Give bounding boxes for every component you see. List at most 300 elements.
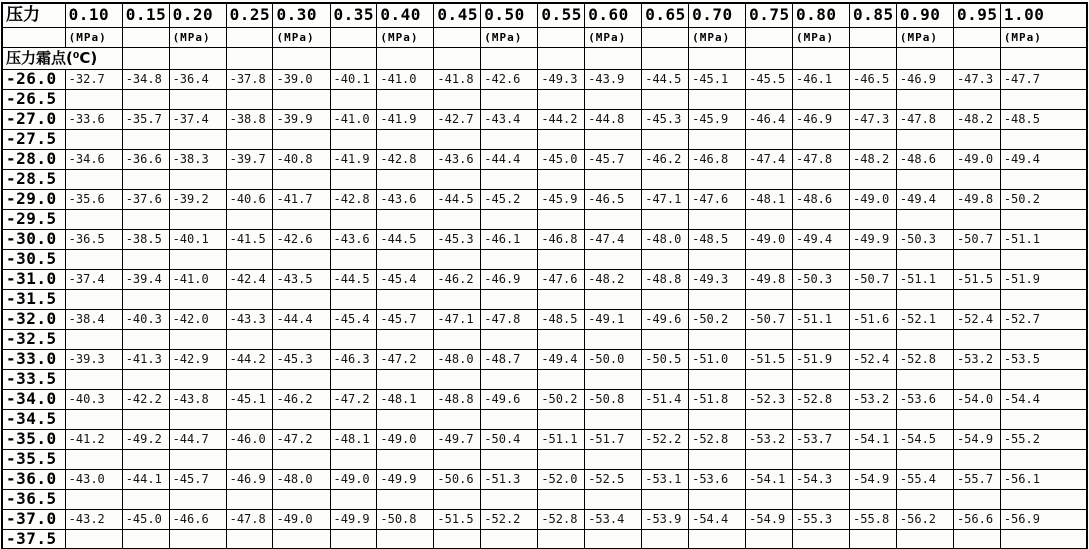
frostpoint-value-cell: -49.6 xyxy=(481,389,538,409)
frostpoint-value-cell: -46.1 xyxy=(793,69,850,89)
frostpoint-value-cell: -45.5 xyxy=(746,69,793,89)
empty-cell xyxy=(850,529,897,549)
empty-cell xyxy=(122,89,169,109)
empty-cell xyxy=(226,89,273,109)
frostpoint-value-cell: -52.8 xyxy=(793,389,850,409)
empty-cell xyxy=(273,209,330,229)
empty-cell xyxy=(793,449,850,469)
empty-cell xyxy=(642,449,689,469)
table-row xyxy=(2,109,1087,129)
empty-cell xyxy=(434,169,481,189)
empty-cell xyxy=(122,449,169,469)
pressure-col-header: 0.60 xyxy=(585,3,642,27)
empty-cell xyxy=(746,89,793,109)
frostpoint-value-cell: -51.1 xyxy=(896,269,953,289)
empty-cell xyxy=(273,329,330,349)
pressure-col-header: 0.35 xyxy=(330,3,377,27)
empty-cell xyxy=(896,129,953,149)
frostpoint-row-label: -37.0 xyxy=(2,509,65,529)
empty-cell xyxy=(642,489,689,509)
empty-cell xyxy=(1000,249,1087,269)
frostpoint-value-cell: -47.8 xyxy=(793,149,850,169)
frostpoint-value-cell: -42.4 xyxy=(226,269,273,289)
frostpoint-value-cell: -50.5 xyxy=(642,349,689,369)
empty-cell xyxy=(953,529,1000,549)
empty-cell xyxy=(481,249,538,269)
frostpoint-value-cell: -52.3 xyxy=(746,389,793,409)
frostpoint-value-cell: -44.2 xyxy=(538,109,585,129)
empty-cell xyxy=(226,489,273,509)
empty-cell xyxy=(273,47,330,69)
empty-cell xyxy=(65,329,122,349)
frostpoint-value-cell: -48.7 xyxy=(481,349,538,369)
frostpoint-value-cell: -45.0 xyxy=(122,509,169,529)
frostpoint-value-cell: -49.3 xyxy=(538,69,585,89)
empty-cell xyxy=(330,529,377,549)
frostpoint-value-cell: -45.9 xyxy=(689,109,746,129)
empty-cell xyxy=(746,489,793,509)
frostpoint-value-cell: -47.2 xyxy=(377,349,434,369)
empty-cell xyxy=(538,489,585,509)
empty-cell xyxy=(850,169,897,189)
frostpoint-value-cell: -53.9 xyxy=(642,509,689,529)
empty-cell xyxy=(896,209,953,229)
empty-cell xyxy=(642,369,689,389)
empty-cell xyxy=(689,449,746,469)
empty-cell xyxy=(689,289,746,309)
empty-cell xyxy=(953,47,1000,69)
empty-cell xyxy=(953,289,1000,309)
table-row xyxy=(2,429,1087,449)
unit-row xyxy=(2,27,1087,47)
frostpoint-value-cell: -46.9 xyxy=(793,109,850,129)
frostpoint-value-cell: -50.8 xyxy=(585,389,642,409)
empty-cell xyxy=(850,47,897,69)
empty-cell xyxy=(330,27,377,47)
frostpoint-value-cell: -41.5 xyxy=(226,229,273,249)
empty-cell xyxy=(377,449,434,469)
empty-cell xyxy=(746,27,793,47)
pressure-col-header: 0.40 xyxy=(377,3,434,27)
frostpoint-value-cell: -50.2 xyxy=(1000,189,1087,209)
empty-cell xyxy=(434,449,481,469)
corner-pressure-label: 压力 xyxy=(2,3,65,27)
empty-cell xyxy=(585,129,642,149)
frostpoint-value-cell: -49.7 xyxy=(434,429,481,449)
empty-cell xyxy=(65,449,122,469)
frostpoint-value-cell: -45.9 xyxy=(538,189,585,209)
unit-label-cell: (MPa) xyxy=(1000,27,1087,47)
pressure-col-header: 0.85 xyxy=(850,3,897,27)
frostpoint-value-cell: -54.9 xyxy=(953,429,1000,449)
frostpoint-value-cell: -44.5 xyxy=(642,69,689,89)
unit-label-cell: (MPa) xyxy=(689,27,746,47)
empty-cell xyxy=(434,47,481,69)
empty-cell xyxy=(226,289,273,309)
empty-cell xyxy=(226,369,273,389)
empty-cell xyxy=(896,489,953,509)
frostpoint-value-cell: -49.4 xyxy=(538,349,585,369)
pressure-col-header: 0.15 xyxy=(122,3,169,27)
empty-cell xyxy=(585,369,642,389)
empty-cell xyxy=(1000,409,1087,429)
empty-cell xyxy=(377,369,434,389)
empty-cell xyxy=(273,489,330,509)
frostpoint-row-label: -29.0 xyxy=(2,189,65,209)
empty-cell xyxy=(434,369,481,389)
empty-cell xyxy=(689,489,746,509)
empty-cell xyxy=(122,249,169,269)
empty-cell xyxy=(169,529,226,549)
frostpoint-row-label: -34.5 xyxy=(2,409,65,429)
empty-cell xyxy=(226,529,273,549)
frostpoint-value-cell: -50.7 xyxy=(953,229,1000,249)
empty-cell xyxy=(1000,129,1087,149)
table-row xyxy=(2,369,1087,389)
table-row xyxy=(2,209,1087,229)
empty-cell xyxy=(1000,289,1087,309)
frostpoint-value-cell: -45.3 xyxy=(642,109,689,129)
frostpoint-value-cell: -51.3 xyxy=(481,469,538,489)
empty-cell xyxy=(538,209,585,229)
empty-cell xyxy=(434,129,481,149)
frostpoint-value-cell: -47.1 xyxy=(434,309,481,329)
empty-cell xyxy=(746,129,793,149)
frostpoint-value-cell: -52.1 xyxy=(896,309,953,329)
frostpoint-value-cell: -56.6 xyxy=(953,509,1000,529)
empty-cell xyxy=(434,329,481,349)
empty-cell xyxy=(642,409,689,429)
empty-cell xyxy=(850,129,897,149)
empty-cell xyxy=(377,249,434,269)
empty-cell xyxy=(2,27,65,47)
empty-cell xyxy=(65,289,122,309)
empty-cell xyxy=(169,289,226,309)
pressure-col-header: 0.45 xyxy=(434,3,481,27)
empty-cell xyxy=(793,89,850,109)
empty-cell xyxy=(481,169,538,189)
empty-cell xyxy=(273,129,330,149)
frostpoint-value-cell: -40.8 xyxy=(273,149,330,169)
empty-cell xyxy=(538,449,585,469)
empty-cell xyxy=(122,409,169,429)
empty-cell xyxy=(330,369,377,389)
pressure-col-header: 0.80 xyxy=(793,3,850,27)
pressure-col-header: 0.95 xyxy=(953,3,1000,27)
frostpoint-value-cell: -45.1 xyxy=(689,69,746,89)
empty-cell xyxy=(896,289,953,309)
empty-cell xyxy=(330,89,377,109)
unit-label-cell: (MPa) xyxy=(481,27,538,47)
frostpoint-value-cell: -48.0 xyxy=(273,469,330,489)
empty-cell xyxy=(538,369,585,389)
table-row xyxy=(2,229,1087,249)
frostpoint-value-cell: -36.6 xyxy=(122,149,169,169)
frostpoint-value-cell: -49.3 xyxy=(689,269,746,289)
empty-cell xyxy=(377,47,434,69)
frostpoint-value-cell: -43.5 xyxy=(273,269,330,289)
frostpoint-value-cell: -49.0 xyxy=(850,189,897,209)
frostpoint-value-cell: -48.2 xyxy=(585,269,642,289)
frostpoint-value-cell: -54.9 xyxy=(746,509,793,529)
frostpoint-value-cell: -54.3 xyxy=(793,469,850,489)
empty-cell xyxy=(850,369,897,389)
empty-cell xyxy=(1000,47,1087,69)
frostpoint-value-cell: -42.6 xyxy=(481,69,538,89)
pressure-col-header: 0.20 xyxy=(169,3,226,27)
frostpoint-value-cell: -46.8 xyxy=(538,229,585,249)
pressure-col-header: 0.70 xyxy=(689,3,746,27)
empty-cell xyxy=(953,89,1000,109)
empty-cell xyxy=(330,489,377,509)
empty-cell xyxy=(122,47,169,69)
empty-cell xyxy=(377,289,434,309)
empty-cell xyxy=(377,489,434,509)
frostpoint-value-cell: -39.4 xyxy=(122,269,169,289)
frostpoint-value-cell: -50.0 xyxy=(585,349,642,369)
empty-cell xyxy=(896,47,953,69)
frostpoint-value-cell: -51.7 xyxy=(585,429,642,449)
empty-cell xyxy=(122,529,169,549)
empty-cell xyxy=(953,129,1000,149)
frostpoint-value-cell: -52.0 xyxy=(538,469,585,489)
empty-cell xyxy=(377,329,434,349)
frostpoint-value-cell: -49.1 xyxy=(585,309,642,329)
frostpoint-value-cell: -56.9 xyxy=(1000,509,1087,529)
empty-cell xyxy=(896,409,953,429)
frostpoint-value-cell: -54.1 xyxy=(850,429,897,449)
empty-cell xyxy=(689,209,746,229)
frostpoint-value-cell: -41.9 xyxy=(330,149,377,169)
frostpoint-value-cell: -46.0 xyxy=(226,429,273,449)
empty-cell xyxy=(850,27,897,47)
empty-cell xyxy=(585,329,642,349)
empty-cell xyxy=(273,409,330,429)
frostpoint-value-cell: -50.3 xyxy=(896,229,953,249)
frostpoint-value-cell: -45.1 xyxy=(226,389,273,409)
frostpoint-value-cell: -51.5 xyxy=(746,349,793,369)
empty-cell xyxy=(1000,169,1087,189)
empty-cell xyxy=(642,129,689,149)
pressure-col-header: 0.75 xyxy=(746,3,793,27)
empty-cell xyxy=(585,47,642,69)
frostpoint-value-cell: -49.8 xyxy=(953,189,1000,209)
empty-cell xyxy=(953,169,1000,189)
table-row xyxy=(2,309,1087,329)
empty-cell xyxy=(330,329,377,349)
empty-cell xyxy=(585,409,642,429)
frostpoint-value-cell: -50.2 xyxy=(538,389,585,409)
empty-cell xyxy=(169,329,226,349)
empty-cell xyxy=(273,89,330,109)
empty-cell xyxy=(434,529,481,549)
frostpoint-row-label: -36.5 xyxy=(2,489,65,509)
frostpoint-value-cell: -38.8 xyxy=(226,109,273,129)
empty-cell xyxy=(793,329,850,349)
frostpoint-value-cell: -49.0 xyxy=(377,429,434,449)
pressure-col-header: 0.55 xyxy=(538,3,585,27)
empty-cell xyxy=(953,329,1000,349)
frostpoint-value-cell: -37.4 xyxy=(169,109,226,129)
frostpoint-value-cell: -47.8 xyxy=(896,109,953,129)
frostpoint-value-cell: -45.3 xyxy=(273,349,330,369)
pressure-col-header: 0.30 xyxy=(273,3,330,27)
frostpoint-value-cell: -41.7 xyxy=(273,189,330,209)
empty-cell xyxy=(793,369,850,389)
frostpoint-value-cell: -43.6 xyxy=(377,189,434,209)
frostpoint-value-cell: -52.4 xyxy=(850,349,897,369)
frostpoint-value-cell: -45.7 xyxy=(169,469,226,489)
frostpoint-value-cell: -46.5 xyxy=(585,189,642,209)
frostpoint-row-label: -35.0 xyxy=(2,429,65,449)
empty-cell xyxy=(746,449,793,469)
empty-cell xyxy=(953,409,1000,429)
empty-cell xyxy=(585,209,642,229)
empty-cell xyxy=(1000,329,1087,349)
empty-cell xyxy=(896,89,953,109)
frostpoint-row-label: -30.5 xyxy=(2,249,65,269)
empty-cell xyxy=(746,209,793,229)
empty-cell xyxy=(169,249,226,269)
frostpoint-value-cell: -48.0 xyxy=(642,229,689,249)
empty-cell xyxy=(434,409,481,429)
empty-cell xyxy=(850,449,897,469)
frostpoint-value-cell: -46.9 xyxy=(896,69,953,89)
table-row xyxy=(2,409,1087,429)
frostpoint-value-cell: -46.4 xyxy=(746,109,793,129)
frostpoint-value-cell: -46.2 xyxy=(434,269,481,289)
frostpoint-value-cell: -48.5 xyxy=(538,309,585,329)
empty-cell xyxy=(793,169,850,189)
frostpoint-value-cell: -38.4 xyxy=(65,309,122,329)
empty-cell xyxy=(538,529,585,549)
empty-cell xyxy=(689,249,746,269)
frostpoint-value-cell: -41.2 xyxy=(65,429,122,449)
empty-cell xyxy=(896,329,953,349)
empty-cell xyxy=(481,129,538,149)
frostpoint-value-cell: -53.2 xyxy=(746,429,793,449)
empty-cell xyxy=(273,529,330,549)
empty-cell xyxy=(273,449,330,469)
frostpoint-value-cell: -47.8 xyxy=(226,509,273,529)
empty-cell xyxy=(689,169,746,189)
frostpoint-value-cell: -54.5 xyxy=(896,429,953,449)
frostpoint-section-label: 压力霜点(⁰C) xyxy=(2,47,122,69)
frostpoint-value-cell: -51.5 xyxy=(953,269,1000,289)
empty-cell xyxy=(793,489,850,509)
empty-cell xyxy=(689,409,746,429)
empty-cell xyxy=(953,449,1000,469)
empty-cell xyxy=(953,489,1000,509)
empty-cell xyxy=(585,89,642,109)
empty-cell xyxy=(642,209,689,229)
empty-cell xyxy=(377,529,434,549)
empty-cell xyxy=(746,409,793,429)
frostpoint-value-cell: -42.8 xyxy=(330,189,377,209)
empty-cell xyxy=(896,169,953,189)
empty-cell xyxy=(226,449,273,469)
empty-cell xyxy=(65,409,122,429)
empty-cell xyxy=(538,329,585,349)
empty-cell xyxy=(896,449,953,469)
empty-cell xyxy=(481,369,538,389)
empty-cell xyxy=(642,529,689,549)
empty-cell xyxy=(896,369,953,389)
unit-label-cell: (MPa) xyxy=(65,27,122,47)
empty-cell xyxy=(169,409,226,429)
frostpoint-value-cell: -45.4 xyxy=(330,309,377,329)
empty-cell xyxy=(434,209,481,229)
empty-cell xyxy=(169,89,226,109)
frostpoint-value-cell: -54.4 xyxy=(689,509,746,529)
frostpoint-value-cell: -52.4 xyxy=(953,309,1000,329)
frostpoint-value-cell: -34.6 xyxy=(65,149,122,169)
frostpoint-value-cell: -49.9 xyxy=(330,509,377,529)
empty-cell xyxy=(169,489,226,509)
empty-cell xyxy=(793,249,850,269)
frostpoint-value-cell: -54.1 xyxy=(746,469,793,489)
empty-cell xyxy=(122,489,169,509)
empty-cell xyxy=(65,529,122,549)
frostpoint-value-cell: -50.7 xyxy=(746,309,793,329)
empty-cell xyxy=(169,369,226,389)
table-row xyxy=(2,509,1087,529)
empty-cell xyxy=(793,47,850,69)
empty-cell xyxy=(65,89,122,109)
frostpoint-value-cell: -49.9 xyxy=(850,229,897,249)
frostpoint-value-cell: -42.6 xyxy=(273,229,330,249)
frostpoint-value-cell: -49.4 xyxy=(1000,149,1087,169)
table-row xyxy=(2,89,1087,109)
empty-cell xyxy=(330,409,377,429)
frostpoint-value-cell: -41.8 xyxy=(434,69,481,89)
empty-cell xyxy=(689,129,746,149)
frostpoint-value-cell: -53.7 xyxy=(793,429,850,449)
frostpoint-value-cell: -38.3 xyxy=(169,149,226,169)
frostpoint-value-cell: -48.1 xyxy=(746,189,793,209)
empty-cell xyxy=(481,449,538,469)
unit-label-cell: (MPa) xyxy=(585,27,642,47)
pressure-col-header: 1.00 xyxy=(1000,3,1087,27)
empty-cell xyxy=(953,369,1000,389)
empty-cell xyxy=(585,489,642,509)
empty-cell xyxy=(330,449,377,469)
empty-cell xyxy=(65,209,122,229)
frostpoint-value-cell: -39.9 xyxy=(273,109,330,129)
frostpoint-row-label: -26.5 xyxy=(2,89,65,109)
frostpoint-value-cell: -52.8 xyxy=(538,509,585,529)
frostpoint-value-cell: -50.8 xyxy=(377,509,434,529)
frostpoint-value-cell: -48.5 xyxy=(1000,109,1087,129)
frostpoint-value-cell: -46.1 xyxy=(481,229,538,249)
empty-cell xyxy=(585,449,642,469)
frostpoint-value-cell: -48.6 xyxy=(793,189,850,209)
frostpoint-value-cell: -46.8 xyxy=(689,149,746,169)
frostpoint-value-cell: -48.2 xyxy=(850,149,897,169)
frostpoint-row-label: -28.0 xyxy=(2,149,65,169)
frostpoint-value-cell: -48.8 xyxy=(642,269,689,289)
frostpoint-value-cell: -56.2 xyxy=(896,509,953,529)
frostpoint-row-label: -34.0 xyxy=(2,389,65,409)
frostpoint-value-cell: -50.2 xyxy=(689,309,746,329)
empty-cell xyxy=(122,129,169,149)
empty-cell xyxy=(377,209,434,229)
empty-cell xyxy=(65,249,122,269)
frostpoint-value-cell: -44.2 xyxy=(226,349,273,369)
frostpoint-value-cell: -55.8 xyxy=(850,509,897,529)
unit-label-cell: (MPa) xyxy=(896,27,953,47)
empty-cell xyxy=(585,529,642,549)
